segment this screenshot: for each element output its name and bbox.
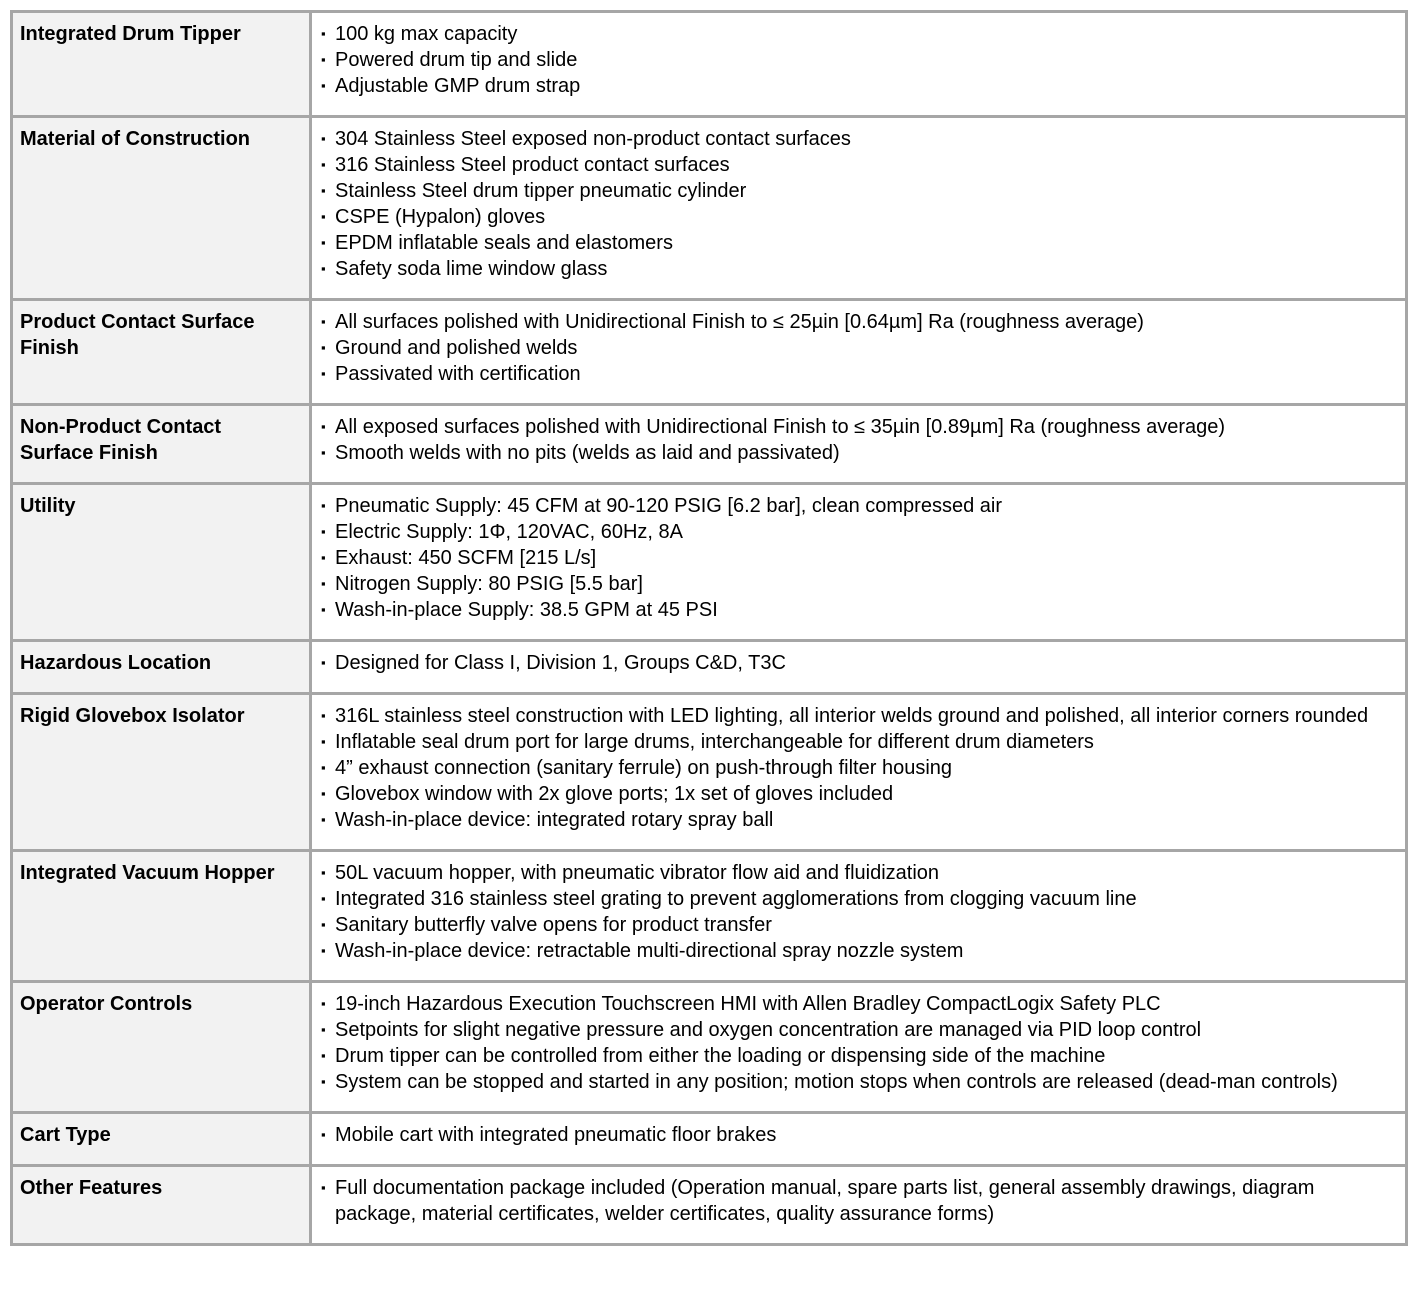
bullet-square-icon: ▪ [321,314,326,329]
table-row [12,300,1407,405]
bullet-item [321,230,1375,256]
bullet-text: 4” exhaust connection (sanitary ferrule) on push-through filter housing [335,757,953,779]
bullet-text: Inflatable seal drum port for large drums, interchangeable for different drum diameters [335,731,1094,753]
bullet-square-icon: ▪ [321,419,326,434]
bullet-square-icon: ▪ [321,78,326,93]
spec-label: Product Contact Surface Finish [12,300,311,405]
spec-values [311,300,1407,405]
bullet-square-icon: ▪ [321,1048,326,1063]
bullet-item [321,729,1375,755]
bullet-item [321,703,1375,729]
bullet-item [321,361,1375,387]
bullet-item [321,755,1375,781]
spec-label: Cart Type [12,1113,311,1166]
bullet-item [321,1069,1375,1095]
table-row [12,1166,1407,1245]
spec-values [311,982,1407,1113]
bullet-text: CSPE (Hypalon) gloves [335,206,546,228]
table-row [12,1113,1407,1166]
bullet-square-icon: ▪ [321,157,326,172]
bullet-text: 100 kg max capacity [335,23,518,45]
spec-table-body [12,12,1407,1245]
bullet-item [321,912,1375,938]
bullet-square-icon: ▪ [321,1180,326,1195]
spec-label: Operator Controls [12,982,311,1113]
bullet-item [321,860,1375,886]
bullet-text: Drum tipper can be controlled from either the loading or dispensing side of the machine [335,1045,1106,1067]
table-row [12,641,1407,694]
bullet-square-icon: ▪ [321,183,326,198]
bullet-square-icon: ▪ [321,261,326,276]
bullet-square-icon: ▪ [321,131,326,146]
bullet-square-icon: ▪ [321,655,326,670]
table-row [12,12,1407,117]
bullet-item [321,309,1375,335]
spec-values [311,405,1407,484]
bullet-item [321,126,1375,152]
bullet-square-icon: ▪ [321,1127,326,1142]
bullet-item [321,1175,1375,1227]
bullet-item [321,204,1375,230]
bullet-square-icon: ▪ [321,209,326,224]
bullet-text: Stainless Steel drum tipper pneumatic cylinder [335,180,747,202]
bullet-item [321,807,1375,833]
table-row [12,117,1407,300]
spec-label: Non-Product Contact Surface Finish [12,405,311,484]
spec-table [10,10,1408,1246]
bullet-item [321,73,1375,99]
spec-label: Utility [12,484,311,641]
bullet-item [321,650,1375,676]
bullet-text: Powered drum tip and slide [335,49,578,71]
bullet-text: Sanitary butterfly valve opens for product transfer [335,914,772,936]
spec-label: Other Features [12,1166,311,1245]
bullet-item [321,597,1375,623]
spec-label: Material of Construction [12,117,311,300]
bullet-square-icon: ▪ [321,786,326,801]
bullet-text: Exhaust: 450 SCFM [215 L/s] [335,547,597,569]
bullet-item [321,178,1375,204]
bullet-item [321,991,1375,1017]
table-row [12,694,1407,851]
bullet-square-icon: ▪ [321,524,326,539]
bullet-text: Safety soda lime window glass [335,258,608,280]
bullet-square-icon: ▪ [321,366,326,381]
bullet-item [321,781,1375,807]
spec-values [311,117,1407,300]
bullet-text: Passivated with certification [335,363,581,385]
bullet-item [321,886,1375,912]
bullet-square-icon: ▪ [321,708,326,723]
bullet-text: Setpoints for slight negative pressure and oxygen concentration are managed via PID loop control [335,1019,1202,1041]
bullet-text: Nitrogen Supply: 80 PSIG [5.5 bar] [335,573,643,595]
spec-label: Integrated Drum Tipper [12,12,311,117]
bullet-square-icon: ▪ [321,445,326,460]
bullet-item [321,47,1375,73]
table-row [12,982,1407,1113]
bullet-square-icon: ▪ [321,550,326,565]
spec-values [311,1166,1407,1245]
bullet-item [321,335,1375,361]
bullet-text: Glovebox window with 2x glove ports; 1x set of gloves included [335,783,894,805]
bullet-item [321,152,1375,178]
bullet-text: Integrated 316 stainless steel grating to prevent agglomerations from clogging vacuum line [335,888,1137,910]
bullet-text: 316L stainless steel construction with LED lighting, all interior welds ground and polished, all interior corners rounded [335,705,1369,727]
bullet-square-icon: ▪ [321,340,326,355]
table-row [12,851,1407,982]
bullet-text: All surfaces polished with Unidirectional Finish to ≤ 25µin [0.64µm] Ra (roughness average) [335,311,1144,333]
bullet-square-icon: ▪ [321,812,326,827]
bullet-square-icon: ▪ [321,917,326,932]
bullet-item [321,1043,1375,1069]
bullet-square-icon: ▪ [321,865,326,880]
table-row [12,405,1407,484]
bullet-square-icon: ▪ [321,602,326,617]
bullet-item [321,1122,1375,1148]
bullet-text: 50L vacuum hopper, with pneumatic vibrator flow aid and fluidization [335,862,940,884]
bullet-text: Designed for Class I, Division 1, Groups C&D, T3C [335,652,786,674]
bullet-square-icon: ▪ [321,235,326,250]
bullet-square-icon: ▪ [321,576,326,591]
bullet-text: Mobile cart with integrated pneumatic floor brakes [335,1124,777,1146]
bullet-text: Wash-in-place device: integrated rotary spray ball [335,809,774,831]
bullet-text: Adjustable GMP drum strap [335,75,581,97]
bullet-text: 304 Stainless Steel exposed non-product contact surfaces [335,128,851,150]
spec-label: Rigid Glovebox Isolator [12,694,311,851]
bullet-square-icon: ▪ [321,943,326,958]
bullet-square-icon: ▪ [321,891,326,906]
bullet-square-icon: ▪ [321,996,326,1011]
table-row [12,484,1407,641]
bullet-text: EPDM inflatable seals and elastomers [335,232,673,254]
bullet-text: 19-inch Hazardous Execution Touchscreen HMI with Allen Bradley CompactLogix Safety PLC [335,993,1161,1015]
bullet-text: Ground and polished welds [335,337,578,359]
bullet-square-icon: ▪ [321,1074,326,1089]
bullet-item [321,414,1375,440]
bullet-text: Wash-in-place Supply: 38.5 GPM at 45 PSI [335,599,718,621]
spec-values [311,484,1407,641]
bullet-item [321,519,1375,545]
bullet-item [321,256,1375,282]
spec-values [311,641,1407,694]
bullet-square-icon: ▪ [321,734,326,749]
bullet-text: Full documentation package included (Operation manual, spare parts list, general assembly drawings, diagram package, material certificates, welder certificates, quality assurance forms) [335,1177,1315,1225]
bullet-text: All exposed surfaces polished with Unidirectional Finish to ≤ 35µin [0.89µm] Ra (roughness average) [335,416,1226,438]
bullet-text: 316 Stainless Steel product contact surfaces [335,154,730,176]
bullet-text: Smooth welds with no pits (welds as laid and passivated) [335,442,840,464]
bullet-item [321,571,1375,597]
spec-values [311,851,1407,982]
bullet-item [321,1017,1375,1043]
bullet-square-icon: ▪ [321,52,326,67]
bullet-square-icon: ▪ [321,26,326,41]
spec-label: Integrated Vacuum Hopper [12,851,311,982]
bullet-text: Electric Supply: 1Φ, 120VAC, 60Hz, 8A [335,521,683,543]
spec-values [311,694,1407,851]
bullet-item [321,440,1375,466]
spec-values [311,1113,1407,1166]
bullet-item [321,545,1375,571]
bullet-square-icon: ▪ [321,498,326,513]
bullet-square-icon: ▪ [321,1022,326,1037]
bullet-text: Pneumatic Supply: 45 CFM at 90-120 PSIG [6.2 bar], clean compressed air [335,495,1002,517]
bullet-text: System can be stopped and started in any position; motion stops when controls are released (dead-man controls) [335,1071,1338,1093]
bullet-item [321,21,1375,47]
spec-values [311,12,1407,117]
spec-label: Hazardous Location [12,641,311,694]
bullet-item [321,493,1375,519]
bullet-text: Wash-in-place device: retractable multi-directional spray nozzle system [335,940,964,962]
bullet-square-icon: ▪ [321,760,326,775]
bullet-item [321,938,1375,964]
